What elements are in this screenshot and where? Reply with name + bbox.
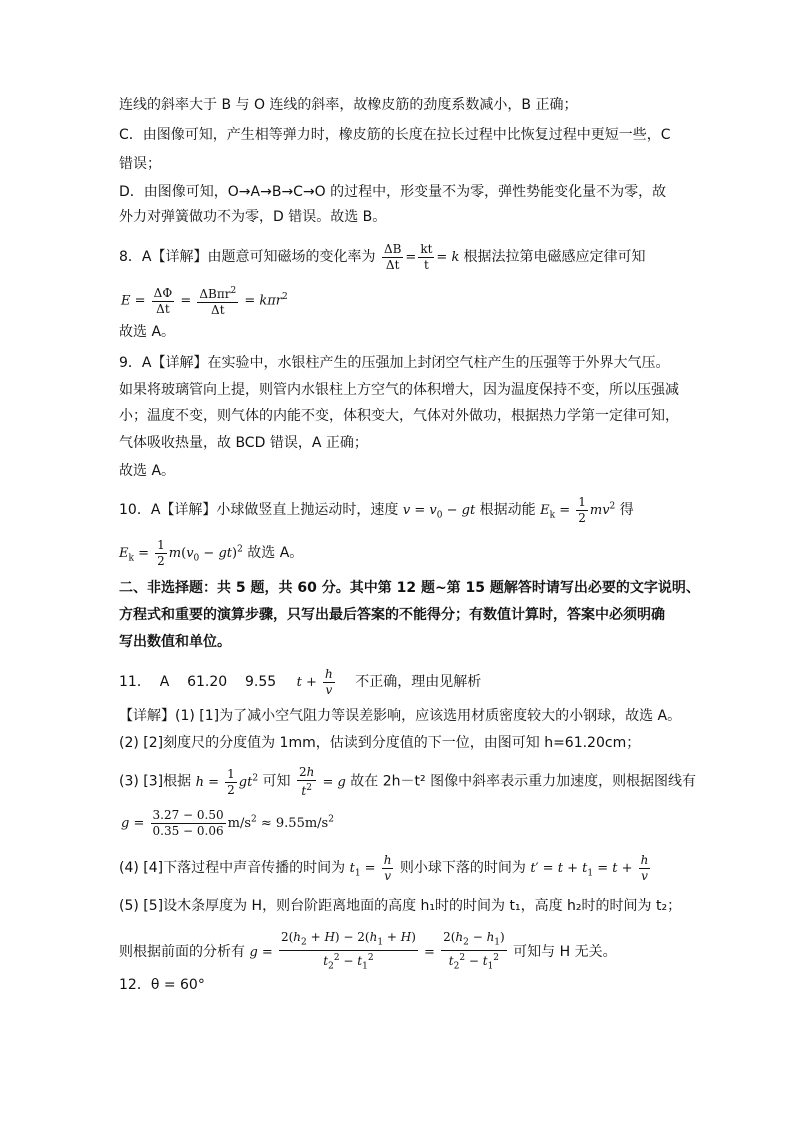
text-line: 小；温度不变，则气体的内能不变，体积变大，气体对外做功，根据热力学第一定律可知， bbox=[119, 408, 679, 424]
q11-step5-line bbox=[119, 930, 617, 975]
formula-thickness: g = $\frac{2(h_2 + H) - 2(h_1 + H)}{t_2^2 - t_1^2}$ = $\frac{2(h_2 - h_1)}{t_2^2 - t_1^2}$ bbox=[249, 930, 505, 972]
formula-fall-time: $t' = t + t_1 = t$ + $\frac{h}{v}$ bbox=[530, 853, 649, 883]
text-line: (2) [2]刻度尺的分度值为 1mm，估读到分度值的下一位，由图可知 h=61.20cm； bbox=[119, 735, 641, 751]
step5-prefix: 则根据前面的分析有 bbox=[119, 943, 245, 960]
text-line: 如果将玻璃管向上提，则管内水银柱上方空气的体积增大，因为温度保持不变，所以压强减 bbox=[119, 382, 679, 398]
q8-line bbox=[119, 242, 645, 273]
q8-prefix: 8．A【详解】由题意可知磁场的变化率为 bbox=[119, 249, 376, 265]
formula-velocity: $v = v_0$ − gt bbox=[402, 503, 476, 521]
step3-prefix: (3) [3]根据 bbox=[119, 773, 192, 790]
formula-ek: $E_k$ = $\frac{1}{2}$ $mv^2$ bbox=[540, 495, 616, 525]
q11-answers: 11． A 61.20 9.55 bbox=[119, 674, 277, 690]
q10-result-suffix: 故选 A。 bbox=[247, 545, 304, 561]
text-line: 错误； bbox=[119, 156, 161, 172]
text-line: 连线的斜率大于 B 与 O 连线的斜率，故橡皮筋的劲度系数减小，B 正确； bbox=[119, 97, 578, 113]
section-heading: 写出数值和单位。 bbox=[119, 634, 231, 650]
formula-sound-time: $t_1$ = $\frac{h}{v}$ bbox=[349, 853, 392, 883]
q10-result-line bbox=[119, 538, 303, 569]
step4-mid: 则小球下落的时间为 bbox=[399, 860, 526, 876]
q11-step3-line bbox=[119, 765, 696, 799]
text-line: C．由图像可知，产生相等弹力时，橡皮筋的长度在拉长过程中比恢复过程中更短一些，C bbox=[119, 127, 671, 143]
step5-suffix: 可知与 H 无关。 bbox=[513, 943, 617, 960]
q10-suffix: 得 bbox=[619, 502, 634, 518]
section-heading: 方程式和重要的演算步骤，只写出最后答案的不能得分；有数值计算时，答案中必须明确 bbox=[119, 607, 665, 623]
q11-step4-line bbox=[119, 853, 652, 884]
text-line: D．由图像可知，O→A→B→C→O 的过程中，形变量不为零，弹性势能变化量不为零，故 bbox=[119, 184, 667, 200]
formula-ek-result: $E_k$ = $\frac{1}{2}$ $m(v_0 - gt)^2$ bbox=[119, 538, 243, 568]
text-line: 故选 A。 bbox=[119, 463, 176, 479]
step3-suffix: 故在 2h－t² 图像中斜率表示重力加速度，则根据图线有 bbox=[350, 773, 697, 790]
q10-line bbox=[119, 495, 634, 526]
q10-mid: 根据动能 bbox=[479, 502, 536, 518]
formula-free-fall: h = $\frac{1}{2}$ $gt^2$ bbox=[195, 766, 259, 797]
formula-slope: $\frac{2h}{t^2}$ = g bbox=[298, 765, 346, 798]
formula-answer-time: t + $\frac{h}{v}$ bbox=[296, 667, 333, 697]
text-line: (5) [5]设木条厚度为 H，则台阶距离地面的高度 h₁时的时间为 t₁，高度 h₂时的时间为 t₂； bbox=[119, 898, 682, 914]
text-line: 故选 A。 bbox=[119, 324, 176, 340]
text-line: 外力对弹簧做功不为零，D 错误。故选 B。 bbox=[119, 209, 387, 225]
formula-emf: E = $\frac{\Delta\Phi}{\Delta t}$ = $\frac{\Delta B\pi r^2}{\Delta t}$ = kπr$^2$ bbox=[121, 285, 288, 317]
formula-g-value: g = $\frac{3.27 - 0.50}{0.35 - 0.06}$ $m/s^2 \approx 9.55m/s^2$ bbox=[121, 808, 334, 838]
section-heading: 二、非选择题：共 5 题，共 60 分。其中第 12 题~第 15 题解答时请写出必要的文字说明、 bbox=[119, 580, 700, 596]
step3-mid: 可知 bbox=[262, 773, 291, 790]
q11-answer-line bbox=[119, 667, 481, 698]
formula-rate: $\frac{\Delta B}{\Delta t}$ = $\frac{kt}{t}$ = k bbox=[383, 242, 460, 272]
q12-answer: 12．θ = 60° bbox=[119, 977, 205, 993]
step4-prefix: (4) [4]下落过程中声音传播的时间为 bbox=[119, 860, 346, 876]
q10-prefix: 10．A【详解】小球做竖直上抛运动时，速度 bbox=[119, 502, 399, 518]
text-line: 气体吸收热量，故 BCD 错误，A 正确； bbox=[119, 435, 368, 451]
q11-answer-suffix: 不正确，理由见解析 bbox=[355, 674, 482, 690]
text-line: 【详解】(1) [1]为了减小空气阻力等误差影响，应该选用材质密度较大的小钢球，故选 A。 bbox=[119, 708, 682, 724]
text-line: 9．A【详解】在实验中，水银柱产生的压强加上封闭空气柱产生的压强等于外界大气压。 bbox=[119, 355, 670, 371]
q8-suffix: 根据法拉第电磁感应定律可知 bbox=[463, 249, 646, 265]
